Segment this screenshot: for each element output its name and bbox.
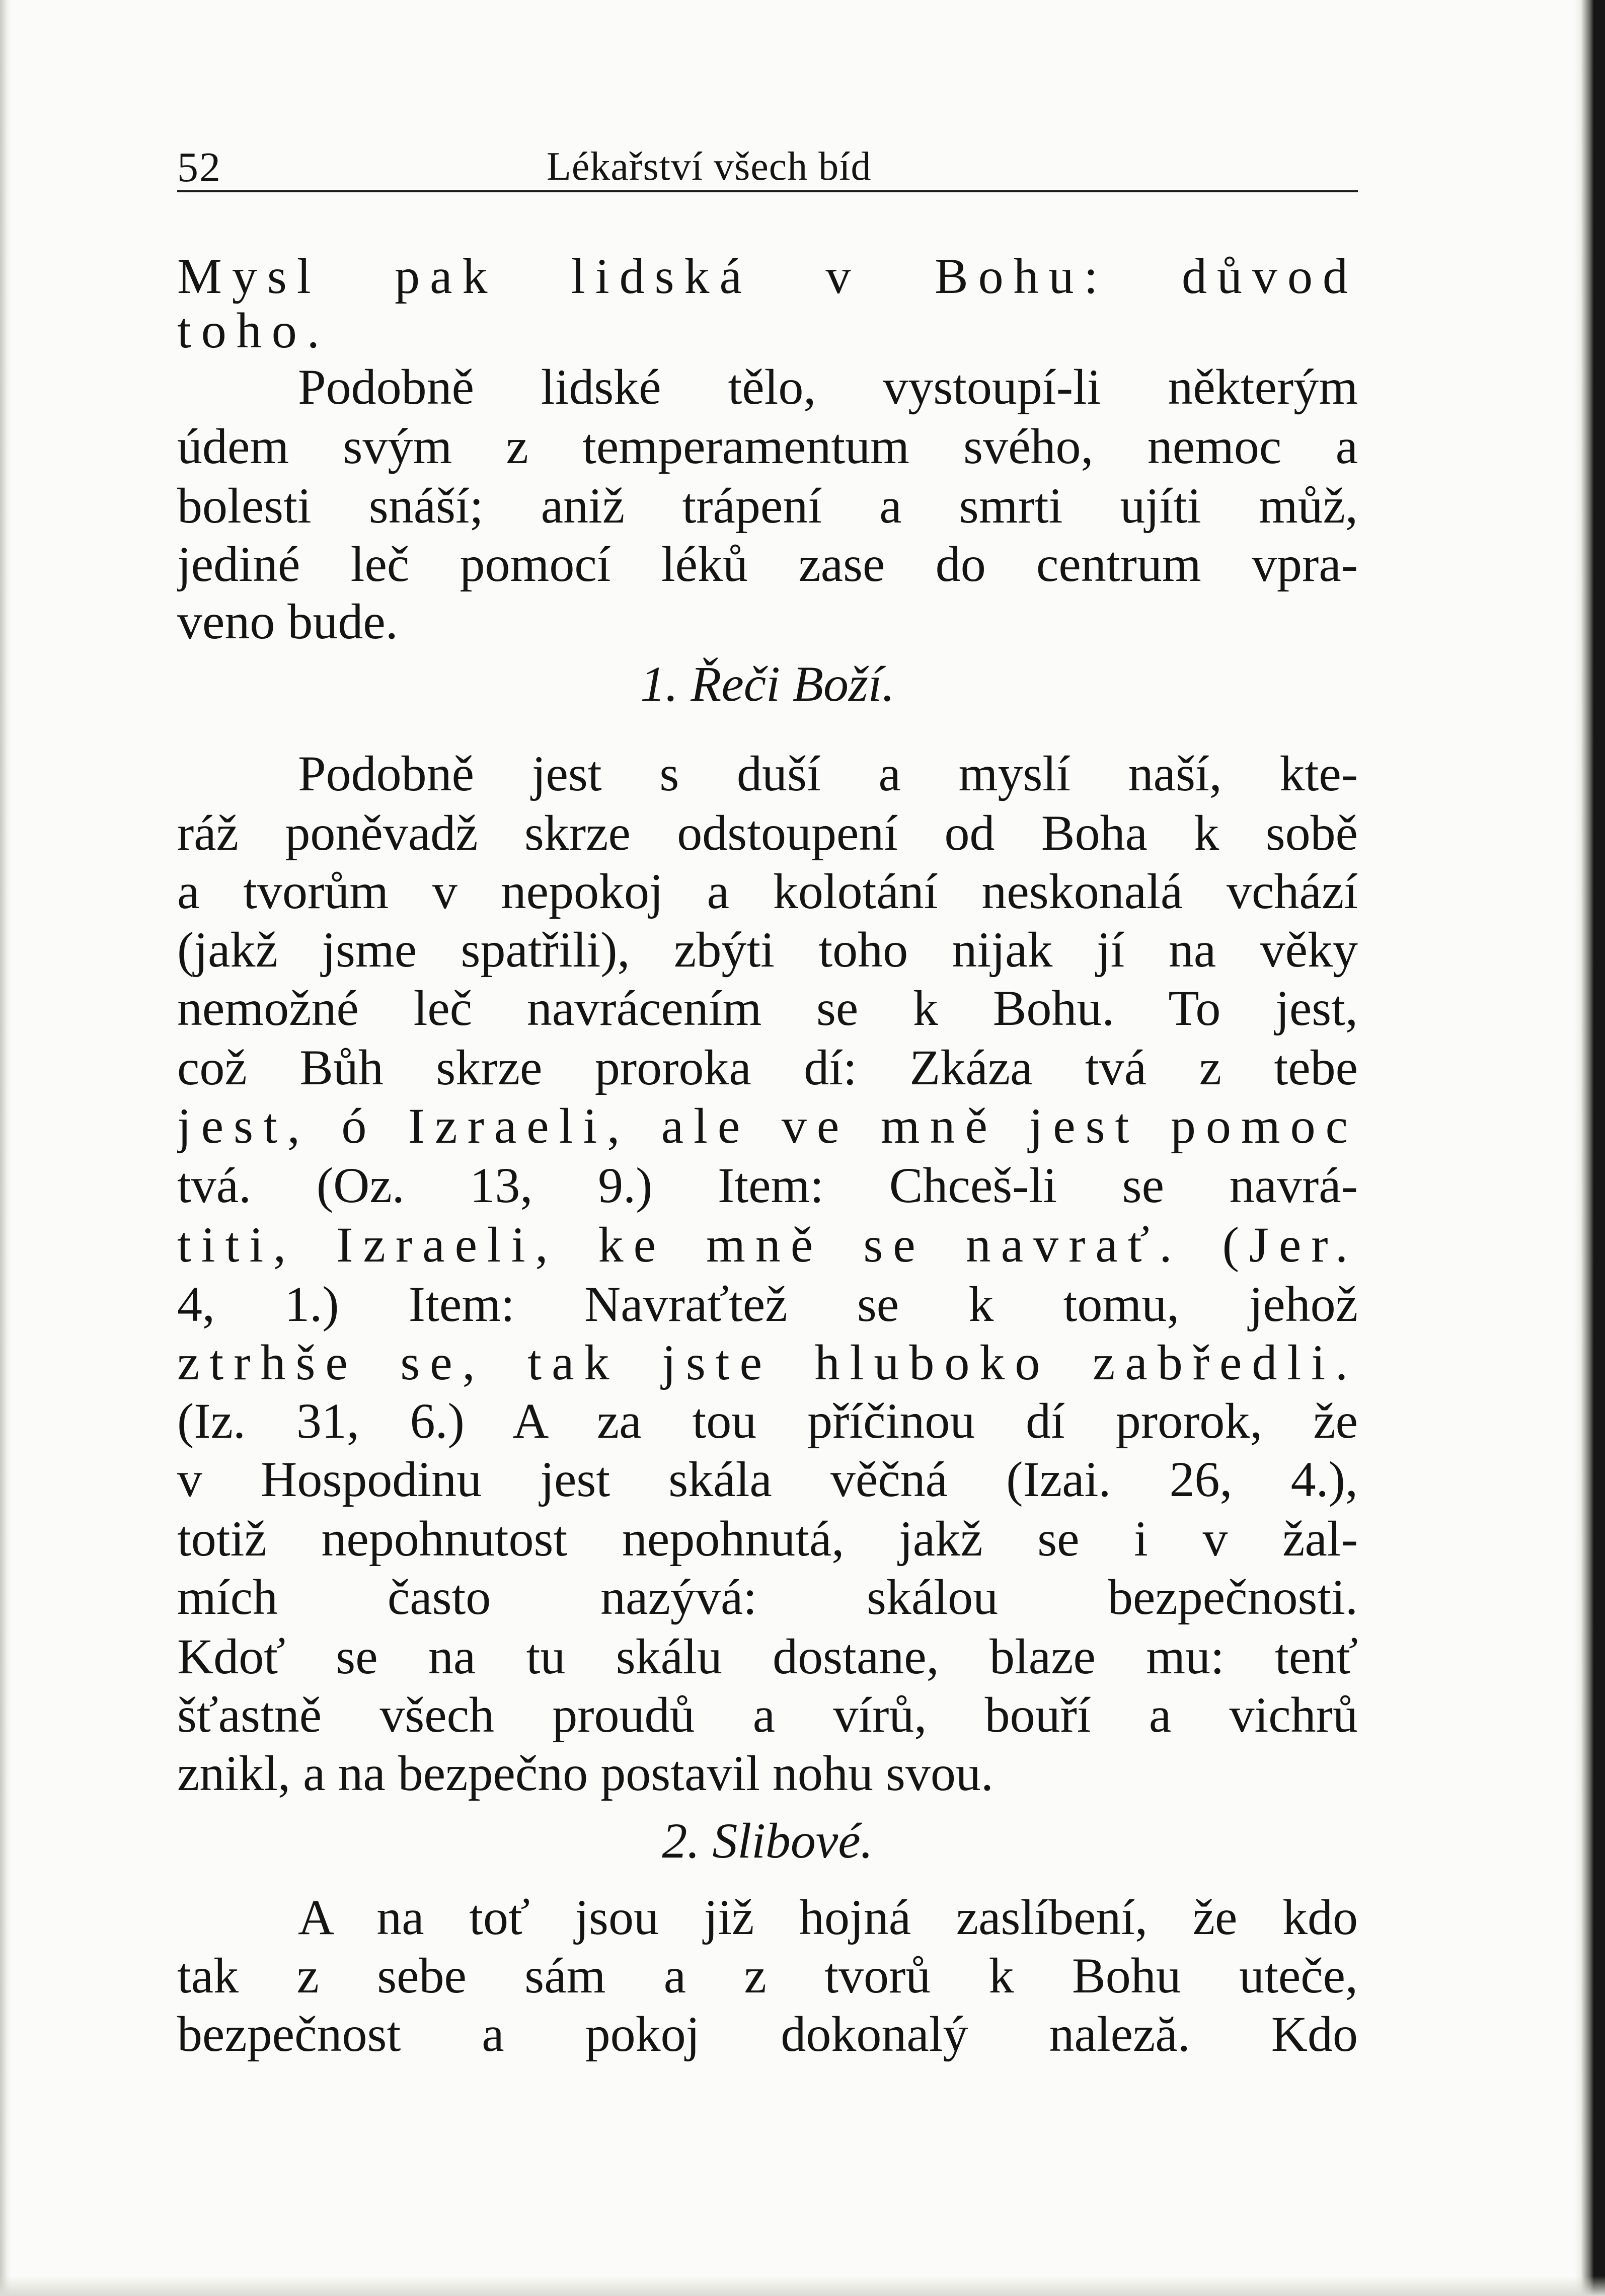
text-line: tak z sebe sám a z tvorů k Bohu uteče, <box>177 1948 1358 2004</box>
text-line: A na toť jsou již hojná zaslíbení, že kdo <box>298 1889 1358 1945</box>
scan-edge-left <box>0 0 11 2296</box>
text-line: ztrhše se, tak jste hluboko zabředli. <box>177 1335 1358 1390</box>
text-line: údem svým z temperamentum svého, nemoc a <box>177 418 1358 474</box>
text-line: což Bůh skrze proroka dí: Zkáza tvá z tebe <box>177 1040 1358 1095</box>
text-line: mích často nazývá: skálou bezpečnosti. <box>177 1569 1358 1625</box>
text-line: tvá. (Oz. 13, 9.) Item: Chceš-li se navrá- <box>177 1157 1358 1213</box>
text-line: (jakž jsme spatřili), zbýti toho nijak jí na věky <box>177 922 1358 978</box>
text-line: ráž poněvadž skrze odstoupení od Boha k sobě <box>177 805 1358 861</box>
text-line: znikl, a na bezpečno postavil nohu svou. <box>177 1745 993 1801</box>
text-line: 4, 1.) Item: Navraťtež se k tomu, jehož <box>177 1276 1358 1332</box>
running-title: Lékařství všech bíd <box>547 144 872 189</box>
text-line: Podobně lidské tělo, vystoupí-li některým <box>298 359 1358 415</box>
text-line: totiž nepohnutost nepohnutá, jakž se i v žal- <box>177 1511 1358 1567</box>
text-line: Kdoť se na tu skálu dostane, blaze mu: tenť <box>177 1628 1358 1684</box>
text-line: šťastně všech proudů a vírů, bouří a vichrů <box>177 1687 1358 1743</box>
text-line: bezpečnost a pokoj dokonalý naleză. Kdo <box>177 2006 1358 2062</box>
section-heading: 2. Slibové. <box>662 1813 873 1869</box>
text-line: jest, ó Izraeli, ale ve mně jest pomoc <box>177 1098 1358 1154</box>
text-line: nemožné leč navrácením se k Bohu. To jest, <box>177 980 1358 1036</box>
running-head <box>177 140 1358 192</box>
text-line: toho. <box>177 303 330 358</box>
text-line: veno bude. <box>177 594 398 649</box>
text-line: (Iz. 31, 6.) A za tou příčinou dí prorok, že <box>177 1393 1358 1449</box>
text-line: jediné leč pomocí léků zase do centrum vpra- <box>177 536 1358 592</box>
text-line: Podobně jest s duší a myslí naší, kte- <box>298 746 1358 801</box>
page-number: 52 <box>177 144 221 191</box>
scan-edge-bottom <box>0 2276 1605 2296</box>
text-line: titi, Izraeli, ke mně se navrať. (Jer. <box>177 1217 1358 1273</box>
text-line: v Hospodinu jest skála věčná (Izai. 26, 4.), <box>177 1451 1358 1507</box>
text-line: bolesti snáší; aniž trápení a smrti ujíti můž, <box>177 478 1358 534</box>
scan-edge-right <box>1575 0 1605 2296</box>
text-line: Mysl pak lidská v Bohu: důvod <box>177 248 1358 304</box>
section-heading: 1. Řeči Boží. <box>640 656 895 712</box>
text-line: a tvorům v nepokoj a kolotání neskonalá vchází <box>177 863 1358 919</box>
